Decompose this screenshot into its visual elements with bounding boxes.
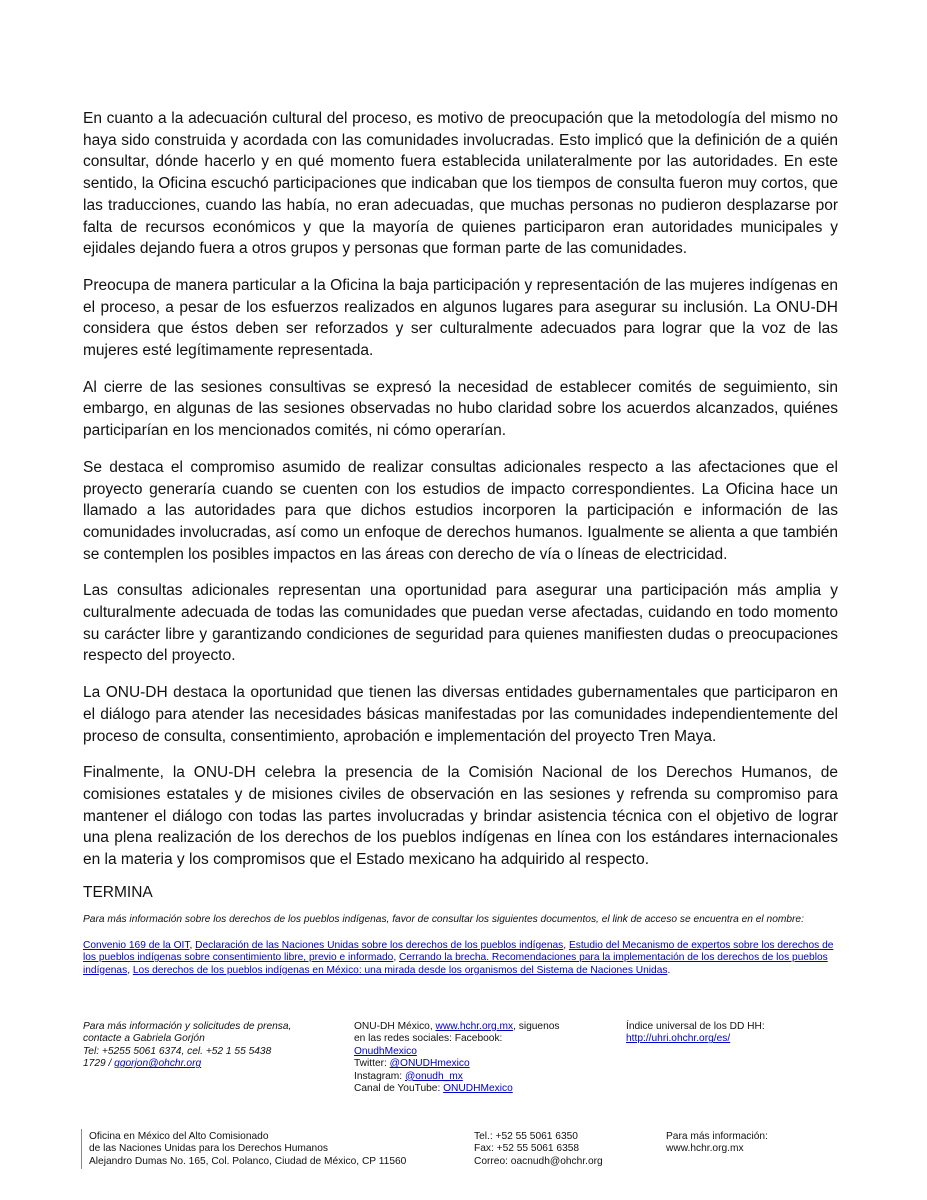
- press-contact-phone: Tel: +5255 5061 6374, cel. +52 1 55 5438: [83, 1045, 272, 1057]
- paragraph-follow-up-committees: Al cierre de las sesiones consultivas se expresó la necesidad de establecer comités de seguimiento, sin embargo, en algunas de las sesiones observadas no hubo claridad sobre los acuerdos alcanzados, quiénes participarían en los mencionados comités, ni cómo operarían.: [83, 378, 838, 440]
- more-info-intro: Para más información sobre los derechos de los pueblos indígenas, favor de consultar los siguientes documentos, el link de acceso se encuentra en el nombre:: [83, 913, 804, 925]
- social-media: [354, 1021, 584, 1095]
- termina-label: TERMINA: [83, 883, 153, 901]
- press-contact-line1: Para más información y solicitudes de prensa,: [83, 1021, 292, 1032]
- footer-email: Correo: oacnudh@ohchr.org: [474, 1155, 603, 1167]
- paragraph-cultural-adequacy: En cuanto a la adecuación cultural del proceso, es motivo de preocupación que la metodología del mismo no haya sido construida y acordada con las comunidades involucradas. Esto implicó que la definición de a quién consultar, dónde hacerlo y en qué momento fuera establecida unilateralmente por las autoridades. En este sentido, la Oficina escuchó participaciones que indicaban que los tiempos de consulta fueron muy cortos, que las traducciones, cuando las había, no eran adecuadas, que muchas personas no pudieron desplazarse por falta de recursos económicos y que la mayoría de quienes participaron eran autoridades municipales y ejidales dejando fuera a otros grupos y personas que forman parte de las comunidades.: [83, 110, 838, 258]
- twitter-link[interactable]: @ONUDHmexico: [389, 1058, 470, 1070]
- twitter-label: Twitter:: [354, 1058, 390, 1070]
- social-suffix: , siguenos: [513, 1021, 560, 1032]
- office-line3: Alejandro Dumas No. 165, Col. Polanco, Ciudad de México, CP 11560: [89, 1155, 407, 1167]
- paragraph-women-participation: Preocupa de manera particular a la Oficina la baja participación y representación de las mujeres indígenas en el proceso, a pesar de los esfuerzos realizados en algunos lugares para asegurar su inclusión. La ONU-DH considera que éstos deben ser reforzados y ser culturalmente adecuados para lograr que la voz de las mujeres esté legítimamente representada.: [83, 276, 838, 360]
- document-links: Convenio 169 de la OIT, Declaración de las Naciones Unidas sobre los derechos de los pueblos indígenas, Estudio del Mecanismo de expertos sobre los derechos de los pueblos indígenas sobre consentimiento libre, previo e informado, Cerrando la brecha. Recomendaciones para la implementación de los derechos de los pueblos indígenas, Los derechos de los pueblos indígenas en México: una mirada desde los organismos del Sistema de Naciones Unidas.: [83, 939, 834, 976]
- office-line1: Oficina en México del Alto Comisionado: [89, 1131, 269, 1142]
- press-contact: [83, 1021, 333, 1071]
- link-convenio-169[interactable]: Convenio 169 de la OIT: [83, 939, 190, 951]
- office-line2: de las Naciones Unidas para los Derechos Humanos: [89, 1143, 328, 1155]
- footer-info-url: www.hchr.org.mx: [666, 1143, 744, 1155]
- footer-fax: Fax: +52 55 5061 6358: [474, 1143, 580, 1155]
- index-label: Índice universal de los DD HH:: [626, 1021, 765, 1032]
- instagram-link[interactable]: @onudh_mx: [404, 1070, 463, 1082]
- youtube-label: Canal de YouTube:: [354, 1083, 444, 1095]
- paragraph-conclusion: Finalmente, la ONU-DH celebra la presencia de la Comisión Nacional de los Derechos Humanos, de comisiones estatales y de misiones civiles de observación en las sesiones y refrenda su compromiso para mantener el diálogo con todas las partes involucradas y brindar asistencia técnica con el objetivo de lograr una plena realización de los derechos de los pueblos indígenas en línea con los estándares internacionales en la materia y los compromisos que el Estado mexicano ha adquirido al respecto.: [83, 764, 838, 869]
- footer-contact: [474, 1131, 644, 1168]
- paragraph-additional-consultations: Se destaca el compromiso asumido de realizar consultas adicionales respecto a las afectaciones que el proyecto generaría cuando se cuenten con los estudios de impacto correspondientes. La Oficina hace un llamado a las autoridades para que dichos estudios incorporen la participación e información de las comunidades involucradas, así como un enfoque de derechos humanos. Igualmente se alienta a que también se contemplen los posibles impactos en las áreas con derecho de vía o líneas de electricidad.: [83, 458, 838, 563]
- link-derechos-mexico[interactable]: Los derechos de los pueblos indígenas en México: una mirada desde los organismos del Sistema de Naciones Unidas: [132, 964, 668, 976]
- press-contact-phone-cont: 1729 /: [83, 1058, 115, 1070]
- social-line2: en las redes sociales: Facebook:: [354, 1033, 503, 1045]
- press-contact-line2: contacte a Gabriela Gorjón: [83, 1033, 205, 1045]
- universal-index: [626, 1021, 826, 1046]
- link-cerrando-brecha[interactable]: Cerrando la brecha. Recomendaciones para la implementación de los derechos de los pueblos indígenas: [83, 952, 828, 976]
- footer-divider: [81, 1129, 82, 1169]
- instagram-label: Instagram:: [354, 1070, 405, 1082]
- website-link[interactable]: www.hchr.org.mx: [435, 1021, 514, 1032]
- youtube-link[interactable]: ONUDHMexico: [443, 1083, 513, 1095]
- document-body: [83, 108, 838, 977]
- link-estudio-mecanismo[interactable]: Estudio del Mecanismo de expertos sobre los derechos de los pueblos indígenas sobre consentimiento libre, previo e informado: [83, 939, 834, 964]
- social-prefix: ONU-DH México,: [354, 1021, 436, 1032]
- footer-info-label: Para más información:: [666, 1131, 768, 1142]
- footer-office-address: [89, 1131, 449, 1168]
- paragraph-government-entities: La ONU-DH destaca la oportunidad que tienen las diversas entidades gubernamentales que participaron en el diálogo para atender las necesidades básicas manifestadas por las comunidades independientemente del proceso de consulta, consentimiento, aprobación e implementación del proyecto Tren Maya.: [83, 684, 838, 745]
- index-url-link[interactable]: http://uhri.ohchr.org/es/: [626, 1033, 731, 1045]
- paragraph-opportunity: Las consultas adicionales representan una oportunidad para asegurar una participación más amplia y culturalmente adecuada de todas las comunidades que puedan verse afectadas, cuidando en todo momento su carácter libre y garantizando condiciones de seguridad para quienes manifiesten dudas o preocupaciones respecto del proyecto.: [83, 582, 838, 665]
- link-declaracion-onu[interactable]: Declaración de las Naciones Unidas sobre los derechos de los pueblos indígenas: [195, 939, 564, 951]
- facebook-link[interactable]: OnudhMexico: [354, 1045, 417, 1057]
- press-email-link[interactable]: ggorjon@ohchr.org: [114, 1058, 202, 1070]
- footer-tel: Tel.: +52 55 5061 6350: [474, 1131, 578, 1142]
- footer-more-info: [666, 1131, 836, 1156]
